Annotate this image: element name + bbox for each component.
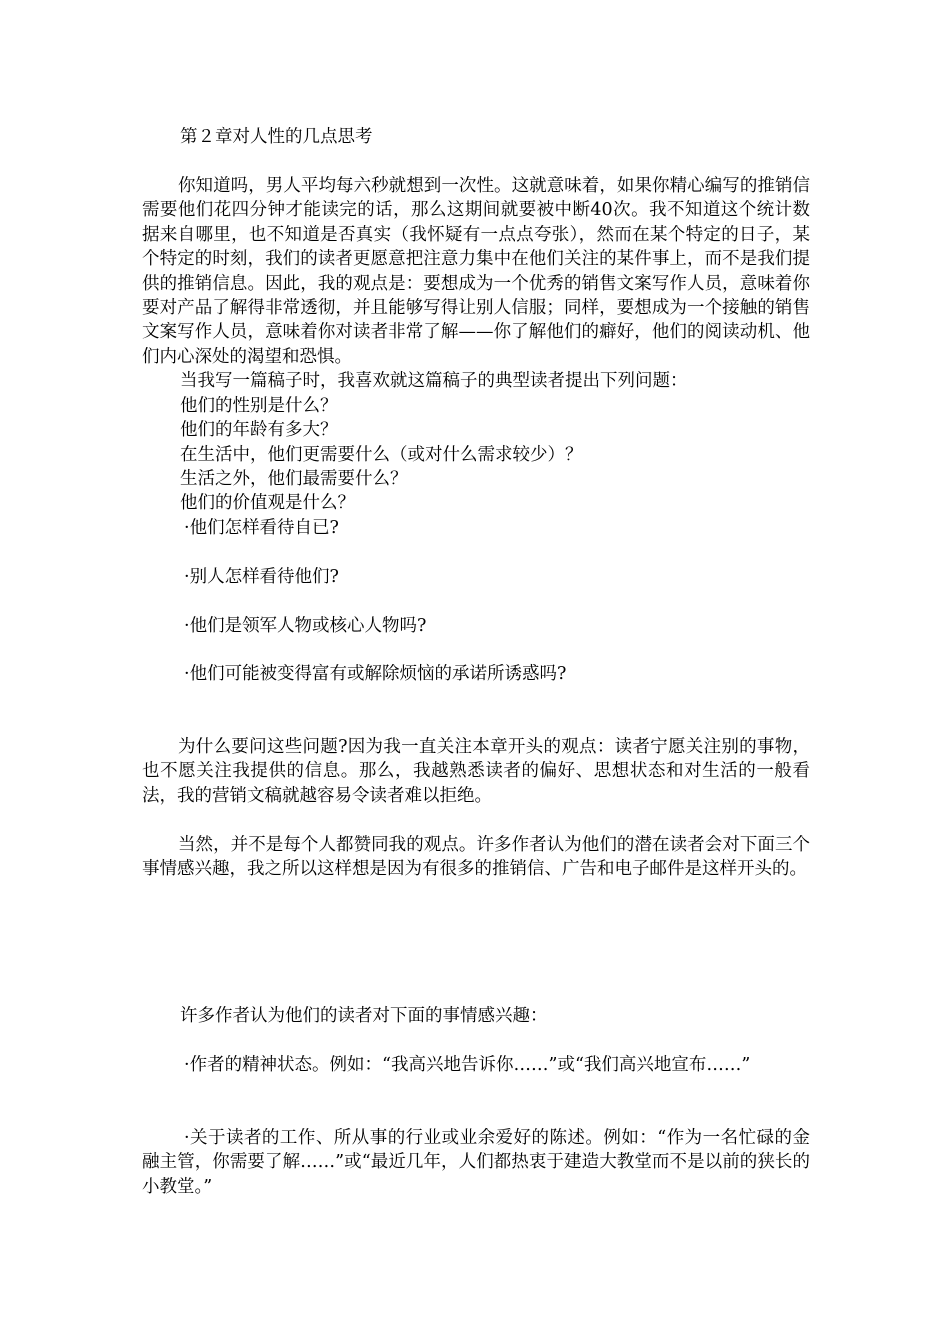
bullet-temptation: ·他们可能被变得富有或解除烦恼的承诺所诱惑吗?	[184, 664, 567, 684]
question-outside-life: 生活之外，他们最需要什么？	[180, 469, 408, 489]
paragraph-intro: 你知道吗，男人平均每六秒就想到一次性。这就意味着，如果你精心编写的推销信需要他们花四分钟才能读完的话，那么这期间就要被中断40次。我不知道这个统计数据来自哪里，也不知道是否真实（我怀疑有一点点夸张），然而在某个特定的日子，某个特定的时刻，我们的读者更愿意把注意力集中在他们关注的某件事上，而不是我们提供的推销信息。因此，我的观点是：要想成为一个优秀的销售文案写作人员，意味着你要对产品了解得非常透彻，并且能够写得让别人信服；同样，要想成为一个接触的销售文案写作人员，意味着你对读者非常了解——你了解他们的癖好，他们的阅读动机、他们内心深处的渴望和恐惧。	[142, 176, 810, 367]
paragraph-why-questions: 为什么要问这些问题?因为我一直关注本章开头的观点：读者宁愿关注别的事物，也不愿关注我提供的信息。那么，我越熟悉读者的偏好、思想状态和对生活的一般看法，我的营销文稿就越容易令读者难以拒绝。	[142, 737, 810, 806]
paragraph-interests-lead: 许多作者认为他们的读者对下面的事情感兴趣：	[180, 1006, 548, 1026]
bullet-others-view: ·别人怎样看待他们?	[184, 567, 339, 587]
question-needs: 在生活中，他们更需要什么（或对什么需求较少）？	[180, 445, 583, 465]
question-values: 他们的价值观是什么？	[180, 493, 355, 513]
paragraph-questions-lead: 当我写一篇稿子时，我喜欢就这篇稿子的典型读者提出下列问题：	[180, 371, 688, 391]
paragraph-disagreement: 当然，并不是每个人都赞同我的观点。许多作者认为他们的潜在读者会对下面三个事情感兴趣，我之所以这样想是因为有很多的推销信、广告和电子邮件是这样开头的。	[142, 835, 810, 880]
bullet-author-state: ·作者的精神状态。例如：“我高兴地告诉你……”或“我们高兴地宣布……”	[184, 1055, 751, 1075]
chapter-title: 第２章对人性的几点思考	[180, 127, 373, 147]
bullet-leader: ·他们是领军人物或核心人物吗?	[184, 616, 427, 636]
question-gender: 他们的性别是什么？	[180, 396, 338, 416]
bullet-reader-work: ·关于读者的工作、所从事的行业或业余爱好的陈述。例如：“作为一名忙碌的金融主管，你需要了解……”或“最近几年，人们都热衷于建造大教堂而不是以前的狭长的小教堂。”	[142, 1128, 810, 1197]
question-age: 他们的年龄有多大？	[180, 420, 338, 440]
bullet-self-view: ·他们怎样看待自已?	[184, 518, 339, 538]
